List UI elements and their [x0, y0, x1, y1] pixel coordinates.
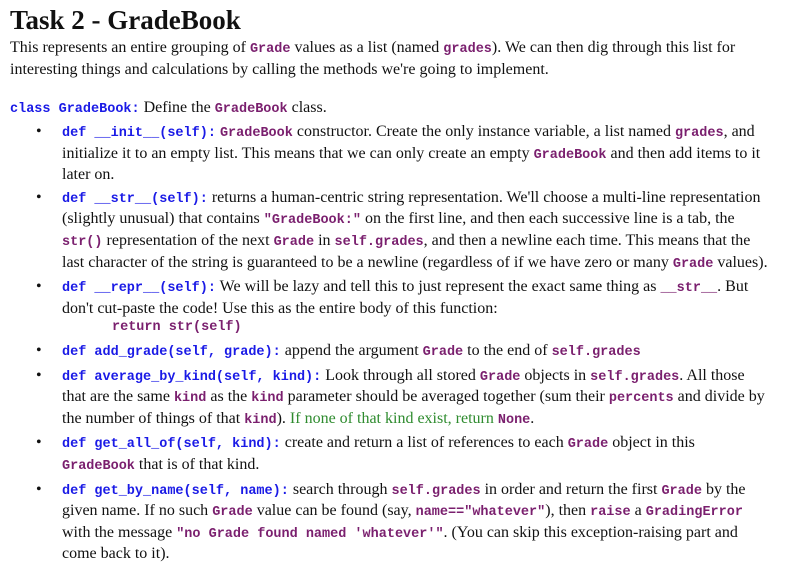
code-signature: def add_grade(self, grade):: [62, 344, 281, 360]
method-item: [36, 188, 777, 274]
text-segment: constructor. Create the only instance variable, a list named: [292, 123, 675, 140]
code-reference: kind: [251, 391, 284, 407]
code-reference: "GradeBook:": [263, 213, 361, 229]
code-reference: percents: [608, 391, 674, 407]
text-segment: and then add items to it later on.: [62, 144, 761, 184]
text-segment: value can be found (say,: [252, 502, 416, 520]
code-reference: Grade: [672, 256, 714, 272]
code-reference: grades: [443, 42, 492, 57]
code-reference: GradeBook: [533, 147, 607, 163]
code-reference: kind: [173, 391, 207, 407]
text-segment: ).: [276, 409, 290, 427]
method-item: [36, 341, 777, 363]
text-segment: . But don't cut-paste the code! Use this as the entire body of this function:: [62, 278, 749, 317]
code-reference: Grade: [661, 483, 702, 499]
code-reference: GradeBook: [62, 458, 135, 474]
code-signature: class GradeBook:: [10, 102, 140, 117]
code-reference: None: [497, 412, 531, 428]
bullet-icon: •: [36, 188, 42, 206]
text-segment: Define the: [139, 99, 215, 116]
code-reference: Grade: [567, 437, 609, 453]
text-segment: .: [530, 409, 535, 427]
text-segment: object in this: [608, 434, 695, 452]
code-signature: def get_all_of(self, kind):: [62, 437, 281, 453]
method-item: [36, 277, 777, 338]
code-reference: __str__: [660, 281, 718, 297]
method-item: [36, 480, 777, 564]
text-segment: objects in: [520, 366, 591, 384]
bullet-icon: •: [36, 480, 42, 498]
method-item: [36, 366, 777, 431]
code-signature: def __repr__(self):: [62, 281, 216, 297]
method-list: [10, 122, 777, 564]
text-segment: Look through all stored: [321, 366, 480, 384]
text-segment: in order and return the first: [480, 480, 662, 498]
text-segment: append the argument: [280, 341, 423, 359]
text-segment: that is of that kind.: [134, 455, 260, 473]
text-segment: search through: [288, 480, 392, 498]
text-segment: representation of the next: [102, 231, 274, 249]
text-segment: returns a human-centric string representation. We'll choose a multi-line representation (slightly unusual) that contains: [62, 188, 761, 228]
code-reference: Grade: [422, 344, 464, 360]
class-definition-line: [10, 98, 777, 120]
text-segment: ). We can then dig through this list for interesting things and calculations by calling the methods we're going to implement.: [10, 39, 736, 78]
text-segment: class.: [287, 99, 327, 116]
text-segment: , and initialize it to an empty list. This means that we can only create an empty: [62, 123, 755, 162]
code-reference: GradeBook: [214, 102, 288, 117]
text-segment: on the first line, and then each successive line is a tab, the: [360, 210, 735, 228]
text-segment: . All those that are the same: [62, 366, 745, 406]
text-segment: by the given name. If no such: [62, 480, 746, 520]
method-item: [36, 122, 777, 185]
bullet-icon: •: [36, 123, 42, 140]
text-segment: , and then a newline each time. This means that the last character of the string is guaranteed to be a newline (regardless of if we have zero or many: [62, 231, 751, 271]
text-segment: values).: [713, 253, 768, 271]
code-reference: name=="whatever": [415, 505, 546, 521]
code-signature: def average_by_kind(self, kind):: [62, 369, 322, 385]
text-segment: ), then: [545, 502, 591, 520]
code-signature: def __init__(self):: [62, 126, 216, 141]
text-segment: This represents an entire grouping of: [10, 39, 250, 56]
bullet-icon: •: [36, 366, 42, 384]
page-title: Task 2 - GradeBook: [10, 5, 241, 35]
method-item: [36, 433, 777, 476]
bullet-icon: •: [36, 278, 42, 296]
code-reference: raise: [590, 505, 631, 521]
code-reference: self.grades: [590, 369, 680, 385]
code-reference: Grade: [479, 369, 521, 385]
text-segment: to the end of: [463, 341, 552, 359]
text-segment: a: [630, 502, 646, 520]
text-segment: parameter should be averaged together (sum their: [283, 388, 609, 406]
code-reference: Grade: [249, 42, 291, 57]
text-segment: and divide by the number of things of that: [62, 388, 765, 427]
code-reference: Grade: [212, 505, 253, 521]
intro-paragraph: [10, 38, 777, 80]
code-reference: grades: [674, 126, 724, 141]
note-text: If none of that kind exist, return: [289, 409, 498, 427]
text-segment: with the message: [62, 523, 177, 541]
code-reference: GradeBook: [219, 126, 293, 141]
code-reference: self.grades: [334, 234, 424, 250]
code-reference: "no Grade found named 'whatever'": [176, 526, 444, 542]
code-reference: self.grades: [391, 483, 481, 499]
text-segment: . (You can skip this exception-raising part and come back to it).: [62, 523, 738, 563]
text-segment: in: [314, 231, 335, 249]
code-signature: def get_by_name(self, name):: [62, 483, 289, 499]
code-reference: kind: [244, 412, 277, 428]
bullet-icon: •: [36, 341, 42, 359]
text-segment: as the: [206, 388, 252, 406]
code-reference: GradingError: [645, 505, 743, 521]
code-reference: Grade: [273, 234, 315, 250]
code-reference: self.grades: [551, 344, 641, 360]
text-segment: values as a list (named: [290, 39, 444, 56]
code-signature: def __str__(self):: [62, 191, 208, 207]
text-segment: create and return a list of references to each: [280, 434, 568, 452]
code-reference: str(): [62, 234, 103, 250]
code-reference: return str(self): [112, 320, 242, 336]
text-segment: We will be lazy and tell this to just represent the exact same thing as: [215, 278, 661, 296]
bullet-icon: •: [36, 434, 42, 452]
